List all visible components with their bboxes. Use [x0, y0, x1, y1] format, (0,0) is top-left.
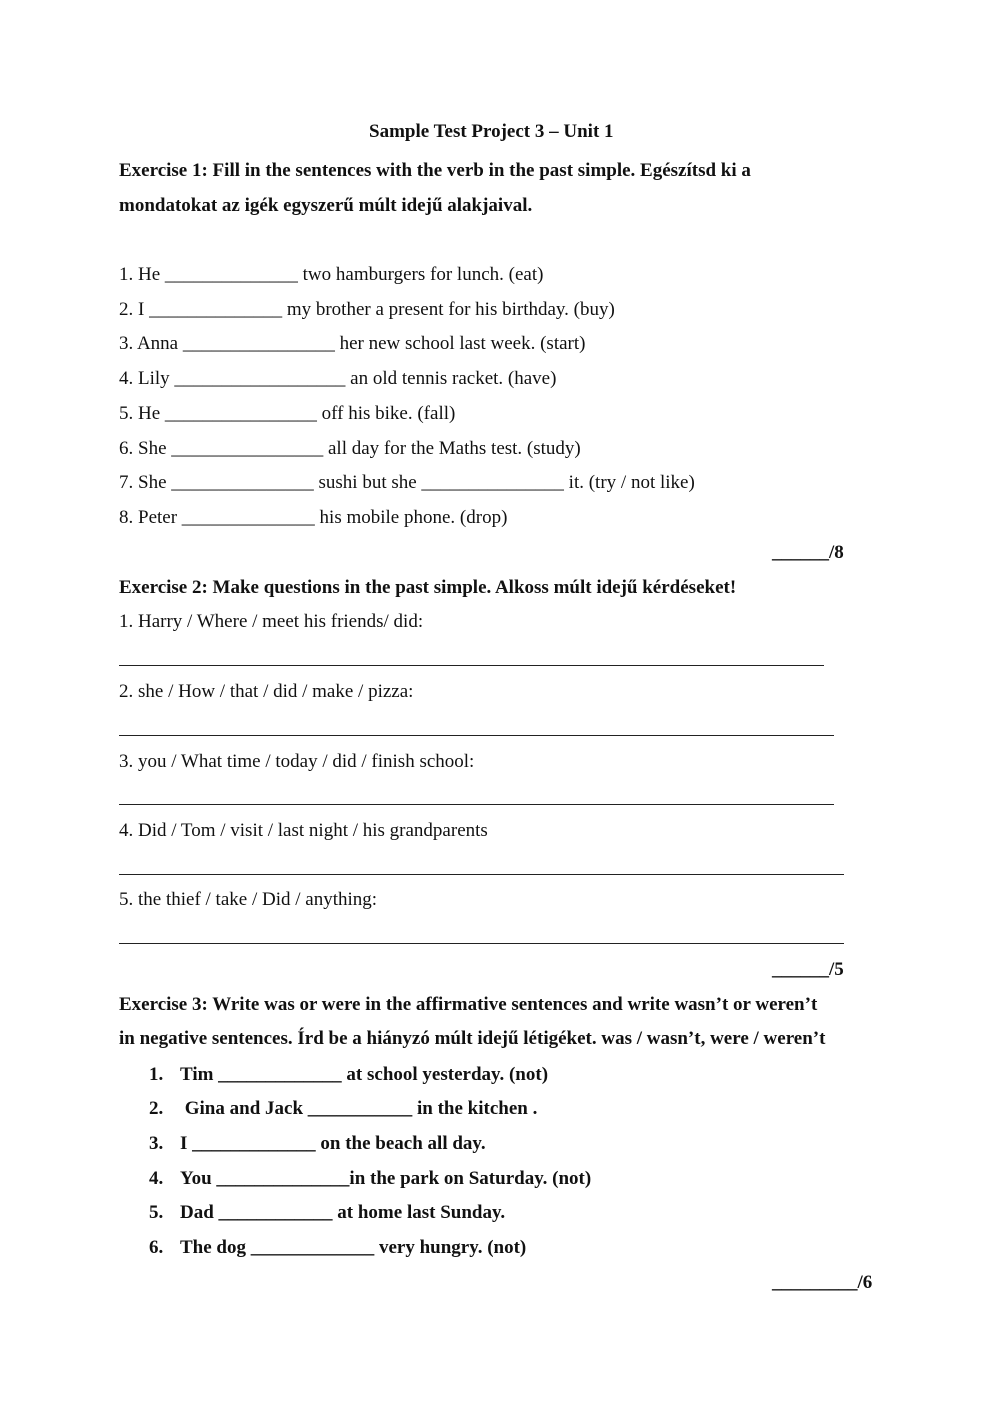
- exercise-1-item: 6. She ________________ all day for the Maths test. (study): [119, 438, 581, 459]
- exercise-3-number: 3.: [149, 1133, 164, 1154]
- answer-line: [119, 735, 834, 736]
- exercise-1-item: 3. Anna ________________ her new school last week. (start): [119, 333, 586, 354]
- exercise-3-item: You ______________in the park on Saturday. (not): [180, 1168, 592, 1189]
- exercise-1-item: 5. He ________________ off his bike. (fall): [119, 403, 456, 424]
- exercise-3-item: Gina and Jack ___________ in the kitchen .: [180, 1098, 538, 1119]
- exercise-2-prompt: 2. she / How / that / did / make / pizza:: [119, 681, 414, 702]
- exercise-1-item: 1. He ______________ two hamburgers for lunch. (eat): [119, 264, 544, 285]
- answer-line: [119, 943, 844, 944]
- exercise-1-score: ______/8: [772, 542, 844, 563]
- exercise-3-number: 5.: [149, 1202, 164, 1223]
- exercise-1-item: 7. She _______________ sushi but she _______________ it. (try / not like): [119, 472, 695, 493]
- exercise-3-number: 4.: [149, 1168, 164, 1189]
- exercise-3-item: Dad ____________ at home last Sunday.: [180, 1202, 506, 1223]
- exercise-3-number: 2.: [149, 1098, 164, 1119]
- exercise-3-item: The dog _____________ very hungry. (not): [180, 1237, 527, 1258]
- exercise-1-instruction: Exercise 1: Fill in the sentences with the verb in the past simple. Egészítsd ki a: [119, 160, 751, 181]
- exercise-2-score: ______/5: [772, 959, 844, 980]
- exercise-3-number: 6.: [149, 1237, 164, 1258]
- exercise-2-prompt: 3. you / What time / today / did / finish school:: [119, 751, 475, 772]
- exercise-3-score: _________/6: [772, 1272, 873, 1293]
- exercise-2-instruction: Exercise 2: Make questions in the past simple. Alkoss múlt idejű kérdéseket!: [119, 577, 737, 598]
- exercise-2-prompt: 1. Harry / Where / meet his friends/ did:: [119, 611, 424, 632]
- exercise-3-item: Tim _____________ at school yesterday. (not): [180, 1064, 549, 1085]
- exercise-3-item: I _____________ on the beach all day.: [180, 1133, 486, 1154]
- exercise-1-item: 8. Peter ______________ his mobile phone. (drop): [119, 507, 508, 528]
- exercise-3-number: 1.: [149, 1064, 164, 1085]
- exercise-3-instruction-cont: in negative sentences. Írd be a hiányzó múlt idejű létigéket. was / wasn’t, were / weren’t: [119, 1028, 826, 1049]
- exercise-2-prompt: 5. the thief / take / Did / anything:: [119, 889, 378, 910]
- answer-line: [119, 804, 834, 805]
- exercise-2-prompt: 4. Did / Tom / visit / last night / his grandparents: [119, 820, 488, 841]
- page-title: Sample Test Project 3 – Unit 1: [369, 121, 614, 142]
- answer-line: [119, 665, 824, 666]
- answer-line: [119, 874, 844, 875]
- exercise-1-instruction-cont: mondatokat az igék egyszerű múlt idejű alakjaival.: [119, 195, 533, 216]
- exercise-3-instruction: Exercise 3: Write was or were in the affirmative sentences and write wasn’t or weren’t: [119, 994, 818, 1015]
- exercise-1-item: 4. Lily __________________ an old tennis racket. (have): [119, 368, 557, 389]
- exercise-1-item: 2. I ______________ my brother a present for his birthday. (buy): [119, 299, 615, 320]
